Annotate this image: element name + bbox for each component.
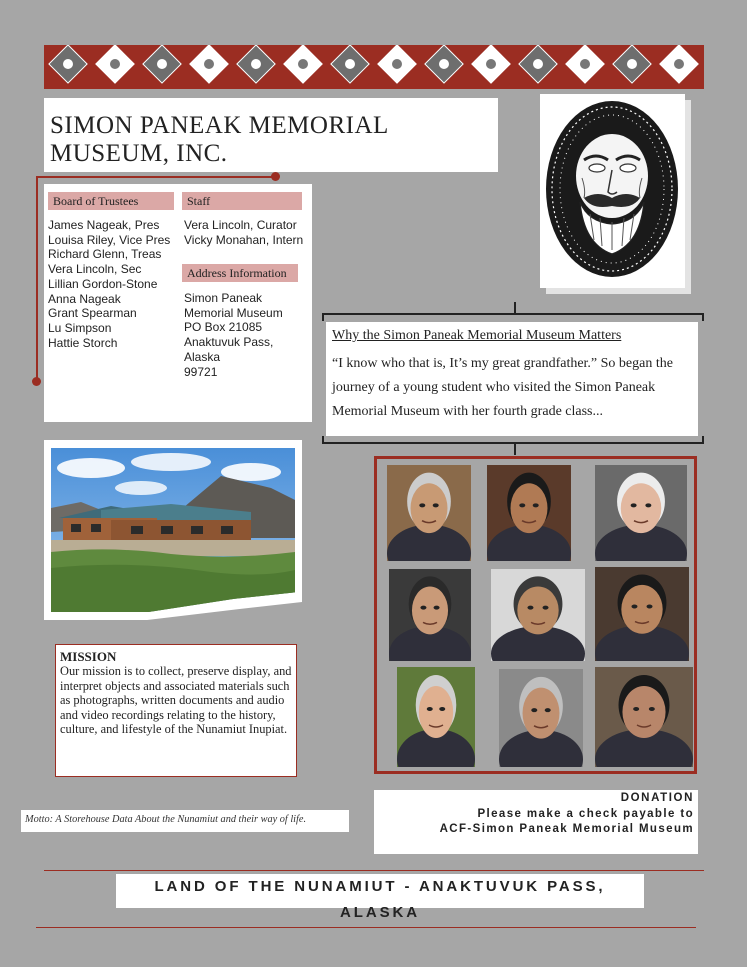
motto-box bbox=[21, 810, 349, 832]
board-heading: Board of Trustees bbox=[48, 192, 174, 210]
address-list bbox=[184, 291, 283, 379]
banner-diamond-dot bbox=[578, 57, 592, 71]
board-member: Grant Spearman bbox=[48, 306, 137, 321]
decorative-banner bbox=[44, 45, 704, 89]
board-list bbox=[48, 218, 170, 350]
bearded-elder-sketch-icon bbox=[540, 94, 685, 288]
banner-diamond bbox=[377, 45, 417, 84]
why-matters-box bbox=[326, 322, 698, 436]
address-line: Simon Paneak bbox=[184, 291, 263, 305]
banner-diamond bbox=[659, 45, 699, 84]
motto-text: Motto: A Storehouse Data About the Nunamiut and their way of life. bbox=[25, 814, 307, 825]
accent-line-vertical bbox=[36, 176, 38, 382]
trustee-portrait-icon bbox=[387, 465, 471, 561]
banner-diamond-dot bbox=[531, 57, 545, 71]
staff-member: Vera Lincoln, Curator bbox=[184, 218, 297, 232]
banner-diamond-dot bbox=[61, 57, 75, 71]
why-matters-title: Why the Simon Paneak Memorial Museum Matters bbox=[332, 328, 622, 343]
connector-top-bar bbox=[322, 313, 704, 315]
banner-diamond-dot bbox=[625, 57, 639, 71]
accent-dot-top bbox=[271, 172, 280, 181]
banner-diamond bbox=[424, 45, 464, 84]
board-member: Hattie Storch bbox=[48, 335, 118, 350]
board-member: Lu Simpson bbox=[48, 320, 112, 335]
why-matters-body: “I know who that is, It’s my great grandfather.” So began the journey of a young student who visited the Simon Paneak Memorial Museum with her fourth grade class... bbox=[332, 356, 673, 419]
banner-diamond bbox=[471, 45, 511, 84]
footer-rule-top bbox=[44, 870, 704, 871]
museum-building-photo-icon bbox=[51, 448, 295, 612]
banner-diamond bbox=[283, 45, 323, 84]
trustee-photo-grid bbox=[374, 456, 697, 774]
footer-box bbox=[116, 874, 644, 921]
mission-box bbox=[55, 644, 297, 777]
address-line: Anaktuvuk Pass, bbox=[184, 335, 274, 350]
mission-heading: MISSION bbox=[60, 649, 117, 664]
banner-diamond-dot bbox=[343, 57, 357, 71]
trustee-portrait-icon bbox=[499, 669, 583, 767]
board-member: James Nageak, Pres bbox=[48, 218, 160, 232]
mission-body: Our mission is to collect, preserve display, and interpret objects and associated materials such as photographs, written documents and audio and video recordings relating to the history, culture, and lifestyle of the Nunamiut Inupiat. bbox=[60, 664, 292, 737]
donation-heading: DONATION bbox=[620, 792, 694, 804]
info-panel bbox=[44, 184, 312, 422]
staff-heading: Staff bbox=[182, 192, 302, 210]
trustee-portrait-icon bbox=[397, 667, 475, 767]
trustee-portrait-icon bbox=[595, 667, 693, 767]
banner-diamond bbox=[48, 45, 88, 84]
address-heading: Address Information bbox=[182, 264, 298, 282]
banner-diamond-dot bbox=[437, 57, 451, 71]
address-line: PO Box 21085 bbox=[184, 320, 263, 335]
address-line: Alaska bbox=[184, 349, 221, 364]
donation-line-2: ACF-Simon Paneak Memorial Museum bbox=[439, 823, 694, 835]
banner-diamond bbox=[142, 45, 182, 84]
trustee-portrait-icon bbox=[491, 569, 585, 661]
address-line: 99721 bbox=[184, 364, 218, 379]
banner-diamond bbox=[612, 45, 652, 84]
banner-diamond bbox=[236, 45, 276, 84]
banner-diamond bbox=[189, 45, 229, 84]
board-member: Vera Lincoln, Sec bbox=[48, 262, 142, 277]
banner-diamond-dot bbox=[484, 57, 498, 71]
museum-photo-frame bbox=[44, 440, 302, 620]
donation-line-1: Please make a check payable to bbox=[477, 808, 694, 820]
board-member: Anna Nageak bbox=[48, 291, 121, 306]
staff-member: Vicky Monahan, Intern bbox=[184, 232, 304, 247]
banner-diamond-dot bbox=[296, 57, 310, 71]
accent-line-horizontal bbox=[36, 176, 276, 178]
connector-bottom bbox=[514, 443, 516, 455]
banner-diamond-dot bbox=[108, 57, 122, 71]
banner-diamond-dot bbox=[155, 57, 169, 71]
board-member: Richard Glenn, Treas bbox=[48, 247, 162, 262]
accent-dot-bottom bbox=[32, 377, 41, 386]
trustee-portrait-icon bbox=[595, 465, 687, 561]
connector-left-tick-top bbox=[322, 313, 324, 321]
address-line: Memorial Museum bbox=[184, 305, 283, 320]
banner-diamond-dot bbox=[202, 57, 216, 71]
banner-diamond-dot bbox=[390, 57, 404, 71]
portrait-frame bbox=[540, 94, 685, 288]
connector-right-tick-bottom bbox=[702, 436, 704, 444]
banner-diamond bbox=[565, 45, 605, 84]
banner-diamond bbox=[518, 45, 558, 84]
trustee-portrait-icon bbox=[389, 569, 471, 661]
board-member: Lillian Gordon-Stone bbox=[48, 276, 158, 291]
title-box bbox=[44, 98, 498, 172]
page-title: SIMON PANEAK MEMORIAL MUSEUM, INC. bbox=[50, 112, 388, 167]
banner-diamond bbox=[95, 45, 135, 84]
donation-box bbox=[374, 790, 698, 854]
trustee-portrait-icon bbox=[595, 567, 689, 661]
trustee-portrait-icon bbox=[487, 465, 571, 561]
connector-right-tick-top bbox=[702, 313, 704, 321]
footer-rule-bottom bbox=[36, 927, 696, 928]
banner-diamond bbox=[330, 45, 370, 84]
banner-diamond-dot bbox=[672, 57, 686, 71]
staff-list bbox=[184, 218, 303, 247]
board-member: Louisa Riley, Vice Pres bbox=[48, 232, 171, 247]
footer-text: LAND OF THE NUNAMIUT - ANAKTUVUK PASS, ALASKA bbox=[154, 878, 606, 921]
banner-diamond-dot bbox=[249, 57, 263, 71]
connector-bottom-bar bbox=[322, 442, 704, 444]
connector-left-tick-bottom bbox=[322, 436, 324, 444]
